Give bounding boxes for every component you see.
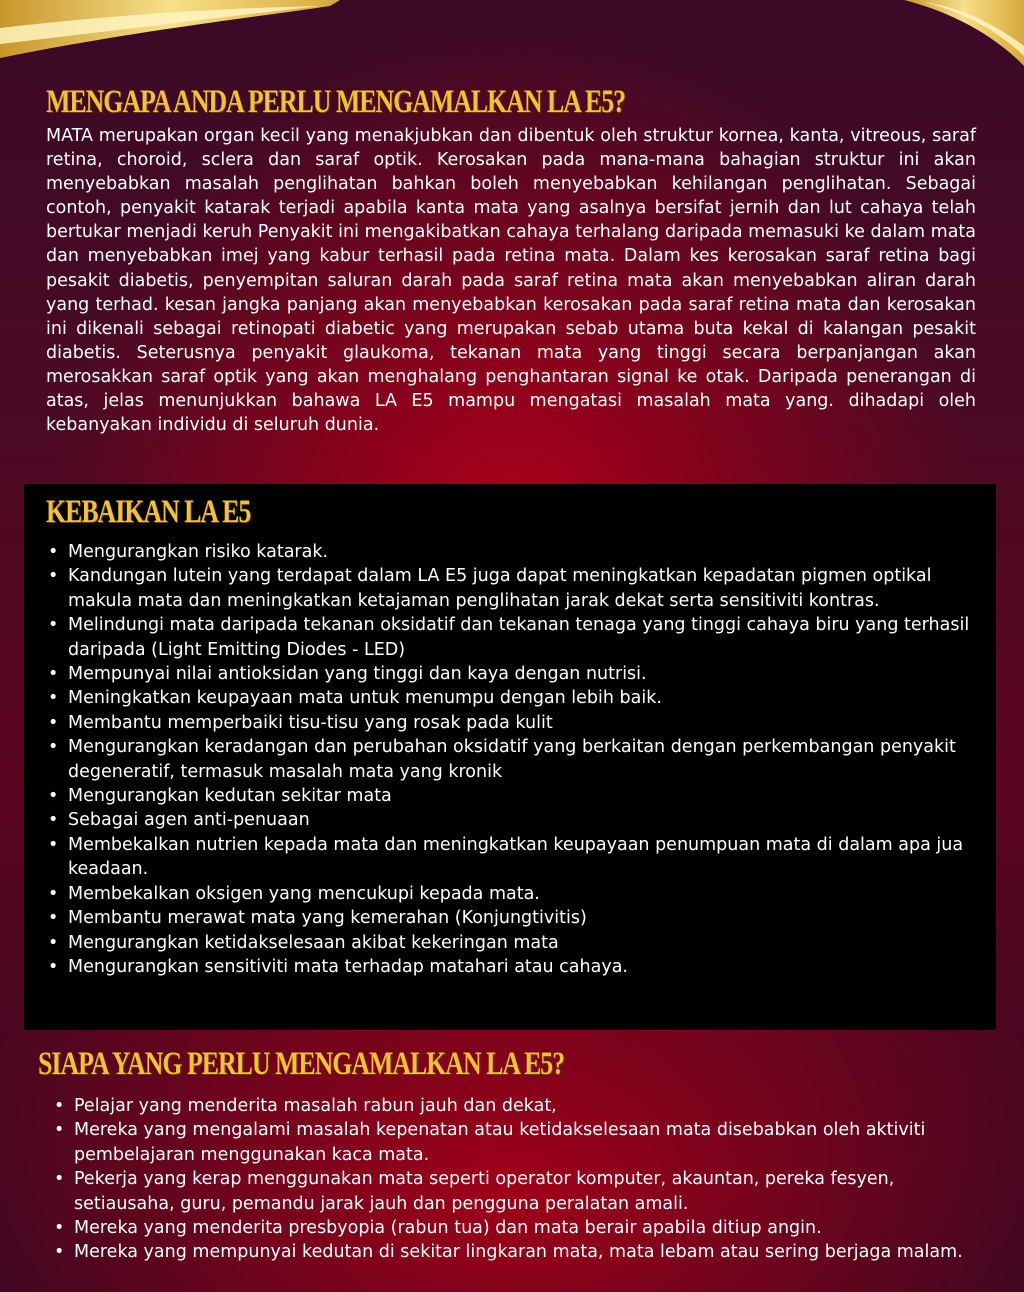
section2-item (46, 882, 976, 906)
bullet-icon: • (54, 1242, 65, 1263)
section-title-who: SIAPA YANG PERLU MENGAMALKAN LA E5? (38, 1046, 565, 1082)
section2-item (46, 711, 976, 735)
bullet-icon: • (48, 712, 59, 733)
bullet-icon: • (48, 737, 59, 758)
section2-item-text: Membekalkan oksigen yang mencukupi kepada mata. (68, 883, 540, 904)
bullet-icon: • (54, 1096, 65, 1116)
section2-item-text: Mengurangkan sensitiviti mata terhadap matahari atau cahaya. (68, 956, 628, 977)
intro-paragraph: MATA merupakan organ kecil yang menakjubkan dan dibentuk oleh struktur kornea, kanta, vitreous, saraf retina, choroid, sclera dan saraf optik. Kerosakan pada mana-mana bahagian struktur ini akan menyebabkan masalah penglihatan bahkan boleh menyebabkan kehilangan penglihatan. Sebagai contoh, penyakit katarak terjadi apabila kanta mata yang asalnya bersifat jernih dan lut cahaya telah bertukar menjadi keruh Penyakit ini mengakibatkan cahaya terhalang daripada memasuki ke dalam mata dan menyebabkan imej yang kabur terhasil pada retina mata. Dalam kes kerosakan saraf retina bagi pesakit diabetis, penyempitan saluran darah pada saraf retina mata akan menyebabkan aliran darah yang terhad. kesan jangka panjang akan menyebabkan kerosakan pada saraf retina mata dan kerosakan ini dikenali sebagai retinopati diabetic yang merupakan sebab utama buta kekal di kalangan pesakit diabetis. Seterusnya penyakit glaukoma, tekanan mata yang tinggi secara berpanjangan akan merosakkan saraf optik yang akan menghalang penghantaran signal ke otak. Daripada penerangan di atas, jelas menunjukkan bahawa LA E5 mampu mengatasi masalah mata yang. dihadapi oleh kebanyakan individu di seluruh dunia. (46, 126, 976, 436)
bullet-icon: • (54, 1169, 65, 1190)
bullet-icon: • (48, 834, 59, 855)
bullet-icon: • (54, 1120, 65, 1141)
section2-item (46, 955, 976, 979)
section3-item (52, 1167, 982, 1216)
section2-item (46, 931, 976, 955)
section3-item (52, 1216, 982, 1240)
gold-ribbon-right (904, 0, 1024, 70)
section2-item-text: Meningkatkan keupayaan mata untuk menumpu dengan lebih baik. (68, 688, 662, 709)
bullet-icon: • (48, 542, 59, 562)
section2-item-text: Mengurangkan keradangan dan perubahan oksidatif yang berkaitan dengan perkembangan penyakit degeneratif, termasuk masalah mata yang kronik (68, 737, 956, 782)
section2-item (46, 564, 976, 613)
bullet-icon: • (48, 932, 59, 953)
section3-item (52, 1118, 982, 1167)
section2-item (46, 613, 976, 662)
section-title-benefits: KEBAIKAN LA E5 (46, 494, 251, 530)
section2-item-text: Mengurangkan kedutan sekitar mata (68, 786, 392, 807)
audience-list (52, 1094, 982, 1265)
section2-item-text: Mempunyai nilai antioksidan yang tinggi dan kaya dengan nutrisi. (68, 664, 647, 685)
bullet-icon: • (48, 786, 59, 807)
section3-item (52, 1094, 982, 1118)
bullet-icon: • (48, 688, 59, 709)
section3-item-text: Pekerja yang kerap menggunakan mata seperti operator komputer, akauntan, pereka fesyen, setiausaha, guru, pemandu jarak jauh dan pengguna peralatan amali. (74, 1169, 895, 1214)
section-title-why: MENGAPA ANDA PERLU MENGAMALKAN LA E5? (46, 84, 626, 120)
section2-item-text: Membekalkan nutrien kepada mata dan meningkatkan keupayaan penumpuan mata di dalam apa jua keadaan. (68, 834, 964, 880)
gold-ribbon-left (0, 0, 340, 70)
section3-item (52, 1240, 982, 1264)
bullet-icon: • (48, 664, 59, 685)
section2-item (46, 540, 976, 564)
bullet-icon: • (48, 956, 59, 977)
section2-item-text: Membantu memperbaiki tisu-tisu yang rosak pada kulit (68, 712, 553, 733)
section2-item (46, 735, 976, 784)
bullet-icon: • (48, 908, 59, 929)
benefits-list (46, 540, 976, 979)
section3-item-text: Mereka yang mengalami masalah kepenatan atau ketidakselesaan mata disebabkan oleh aktiviti pembelajaran menggunakan kaca mata. (74, 1120, 926, 1165)
section3-item-text: Mereka yang menderita presbyopia (rabun tua) dan mata berair apabila ditiup angin. (74, 1218, 822, 1239)
section2-item-text: Melindungi mata daripada tekanan oksidatif dan tekanan tenaga yang tinggi cahaya biru yang terhasil daripada (Light Emitting Diodes - LED) (68, 615, 970, 660)
bullet-icon: • (48, 883, 59, 904)
section2-item-text: Kandungan lutein yang terdapat dalam LA E5 juga dapat meningkatkan kepadatan pigmen optikal makula mata dan meningkatkan ketajaman penglihatan jarak dekat serta sensitiviti kontras. (68, 566, 932, 611)
section3-item-text: Mereka yang mempunyai kedutan di sekitar lingkaran mata, mata lebam atau sering berjaga malam. (74, 1242, 963, 1263)
section2-item (46, 833, 976, 882)
bullet-icon: • (54, 1218, 65, 1239)
section2-item-text: Sebagai agen anti-penuaan (68, 810, 310, 831)
bullet-icon: • (48, 615, 59, 636)
section2-item-text: Membantu merawat mata yang kemerahan (Konjungtivitis) (68, 908, 587, 929)
section2-item (46, 686, 976, 710)
section2-item (46, 808, 976, 832)
section3-item-text: Pelajar yang menderita masalah rabun jauh dan dekat, (74, 1096, 557, 1116)
bullet-icon: • (48, 566, 59, 587)
bullet-icon: • (48, 810, 59, 831)
section2-item (46, 662, 976, 686)
section2-item-text: Mengurangkan risiko katarak. (68, 542, 329, 562)
section2-item-text: Mengurangkan ketidakselesaan akibat kekeringan mata (68, 932, 559, 953)
section2-item (46, 906, 976, 930)
section2-item (46, 784, 976, 808)
